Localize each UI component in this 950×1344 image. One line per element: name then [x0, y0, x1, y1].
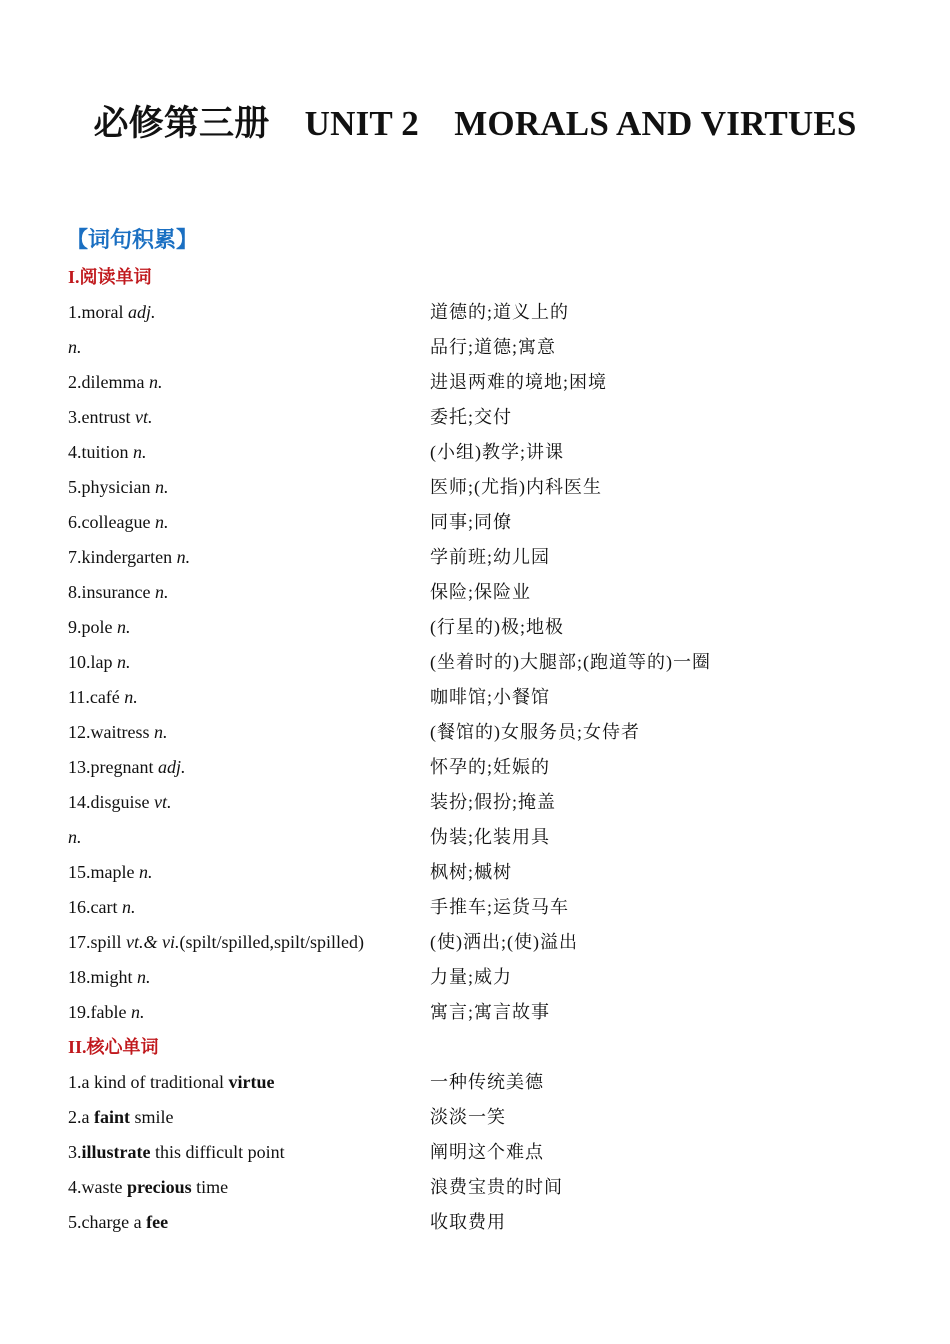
term-text: 16.cart [68, 897, 122, 917]
english-term [68, 612, 430, 647]
term-text: 5.charge a [68, 1212, 147, 1232]
part-of-speech: n. [68, 337, 82, 357]
term-text: 17.spill [68, 932, 127, 952]
vocab-row [68, 507, 908, 542]
term-text: 11.café [68, 687, 125, 707]
term-text: 2.dilemma [68, 372, 149, 392]
term-text: 7.kindergarten [68, 547, 177, 567]
vocab-row [68, 332, 908, 367]
part-of-speech: n. [137, 967, 151, 987]
term-text: 8.insurance [68, 582, 155, 602]
vocabulary-list [68, 262, 908, 1242]
vocab-row [68, 752, 908, 787]
vocab-row [68, 1172, 908, 1207]
term-text: 18.might [68, 967, 138, 987]
english-term [68, 577, 430, 612]
part-of-speech: n. [148, 372, 163, 392]
vocab-row [68, 857, 908, 892]
chinese-meaning: 医师;(尤指)内科医生 [430, 477, 602, 497]
english-term [68, 297, 430, 332]
english-term [68, 962, 430, 997]
vocab-row [68, 612, 908, 647]
term-text: 6.colleague [68, 512, 155, 532]
keyword: fee [146, 1212, 169, 1232]
vocab-row [68, 717, 908, 752]
english-term [68, 402, 430, 437]
english-term [68, 332, 430, 367]
chinese-meaning: (使)洒出;(使)溢出 [430, 932, 578, 952]
vocab-row [68, 297, 908, 332]
part-of-speech: n. [117, 652, 131, 672]
chinese-meaning: 进退两难的境地;困境 [430, 372, 608, 392]
reading-words-heading: I.阅读单词 [68, 267, 152, 287]
english-term [68, 682, 430, 717]
part-of-speech: n. [153, 722, 168, 742]
chinese-meaning: 寓言;寓言故事 [430, 1002, 551, 1022]
english-term [68, 437, 430, 472]
part-of-speech: n. [154, 582, 169, 602]
term-text: 4.tuition [68, 442, 134, 462]
english-term [68, 367, 430, 402]
vocab-row [68, 437, 908, 472]
chinese-meaning: 一种传统美德 [430, 1072, 544, 1092]
keyword: virtue [228, 1072, 275, 1092]
keyword: illustrate [81, 1142, 151, 1162]
english-term [68, 787, 430, 822]
core-words-heading: II.核心单词 [68, 1037, 159, 1057]
vocab-row [68, 822, 908, 857]
part-of-speech: adj. [128, 302, 156, 322]
vocab-row [68, 1207, 908, 1242]
vocab-row [68, 927, 908, 962]
english-term [68, 1137, 430, 1172]
chinese-meaning: 怀孕的;妊娠的 [430, 757, 551, 777]
chinese-meaning: 淡淡一笑 [430, 1107, 506, 1127]
part-of-speech: n. [121, 897, 136, 917]
term-text: 2.a [68, 1107, 94, 1127]
chinese-meaning: (坐着时的)大腿部;(跑道等的)一圈 [430, 652, 711, 672]
vocab-row [68, 787, 908, 822]
english-term [68, 1207, 430, 1242]
english-term [68, 1067, 430, 1102]
chinese-meaning: 学前班;幼儿园 [430, 547, 551, 567]
chinese-meaning: 浪费宝贵的时间 [430, 1177, 563, 1197]
chinese-meaning: 力量;威力 [430, 967, 513, 987]
english-term [68, 1102, 430, 1137]
term-text: 14.disguise [68, 792, 155, 812]
vocab-row [68, 682, 908, 717]
reading-words-list [68, 297, 908, 1032]
english-term [68, 752, 430, 787]
term-text: 15.maple [68, 862, 139, 882]
chinese-meaning: 委托;交付 [430, 407, 513, 427]
chinese-meaning: 道德的;道义上的 [430, 302, 570, 322]
chinese-meaning: 装扮;假扮;掩盖 [430, 792, 557, 812]
chinese-meaning: 伪装;化装用具 [430, 827, 551, 847]
part-of-speech: vt. [135, 407, 153, 427]
page-title: 必修第三册 UNIT 2 MORALS AND VIRTUES [93, 104, 857, 143]
english-term [68, 472, 430, 507]
part-of-speech: n. [154, 512, 169, 532]
english-term [68, 717, 430, 752]
term-text: 3.entrust [68, 407, 135, 427]
section-heading: 【词句积累】 [66, 227, 199, 252]
english-term [68, 822, 430, 857]
chinese-meaning: (小组)教学;讲课 [430, 442, 564, 462]
term-text: 10.lap [68, 652, 117, 672]
english-term [68, 857, 430, 892]
term-suffix: this difficult point [150, 1142, 285, 1162]
chinese-meaning: 枫树;槭树 [430, 862, 513, 882]
chinese-meaning: 咖啡馆;小餐馆 [430, 687, 551, 707]
term-suffix: smile [130, 1107, 174, 1127]
chinese-meaning: 同事;同僚 [430, 512, 513, 532]
part-of-speech: n. [133, 442, 147, 462]
english-term [68, 507, 430, 542]
vocab-row [68, 402, 908, 437]
keyword: faint [94, 1107, 130, 1127]
keyword: precious [126, 1177, 192, 1197]
part-of-speech: n. [130, 1002, 145, 1022]
term-text: 1.moral [68, 302, 128, 322]
english-term [68, 1172, 430, 1207]
term-suffix: time [191, 1177, 229, 1197]
core-words-list [68, 1067, 908, 1242]
term-suffix: (spilt/spilled,spilt/spilled) [179, 932, 364, 952]
vocab-row [68, 577, 908, 612]
part-of-speech: vt. [154, 792, 172, 812]
english-term [68, 927, 430, 962]
vocab-row [68, 367, 908, 402]
english-term [68, 892, 430, 927]
part-of-speech: n. [68, 827, 82, 847]
term-text: 4.waste [68, 1177, 127, 1197]
term-text: 1.a kind of traditional [68, 1072, 229, 1092]
vocab-row [68, 892, 908, 927]
vocab-row [68, 1137, 908, 1172]
vocab-row [68, 647, 908, 682]
vocab-row [68, 472, 908, 507]
chinese-meaning: (餐馆的)女服务员;女侍者 [430, 722, 640, 742]
english-term [68, 647, 430, 682]
vocab-row [68, 542, 908, 577]
chinese-meaning: 保险;保险业 [430, 582, 532, 602]
part-of-speech: n. [176, 547, 191, 567]
chinese-meaning: 阐明这个难点 [430, 1142, 544, 1162]
part-of-speech: vt.& vi. [126, 932, 180, 952]
vocab-row [68, 997, 908, 1032]
english-term [68, 542, 430, 577]
term-text: 19.fable [68, 1002, 131, 1022]
term-text: 9.pole [68, 617, 117, 637]
term-text: 13.pregnant [68, 757, 158, 777]
chinese-meaning: (行星的)极;地极 [430, 617, 564, 637]
term-text: 3. [68, 1142, 82, 1162]
part-of-speech: n. [138, 862, 153, 882]
vocab-row [68, 1067, 908, 1102]
chinese-meaning: 手推车;运货马车 [430, 897, 570, 917]
term-text: 5.physician [68, 477, 155, 497]
part-of-speech: n. [155, 477, 169, 497]
english-term [68, 997, 430, 1032]
vocab-row [68, 1102, 908, 1137]
term-text: 12.waitress [68, 722, 154, 742]
part-of-speech: n. [124, 687, 138, 707]
chinese-meaning: 品行;道德;寓意 [430, 337, 557, 357]
part-of-speech: n. [117, 617, 131, 637]
chinese-meaning: 收取费用 [430, 1212, 506, 1232]
vocab-row [68, 962, 908, 997]
part-of-speech: adj. [157, 757, 186, 777]
